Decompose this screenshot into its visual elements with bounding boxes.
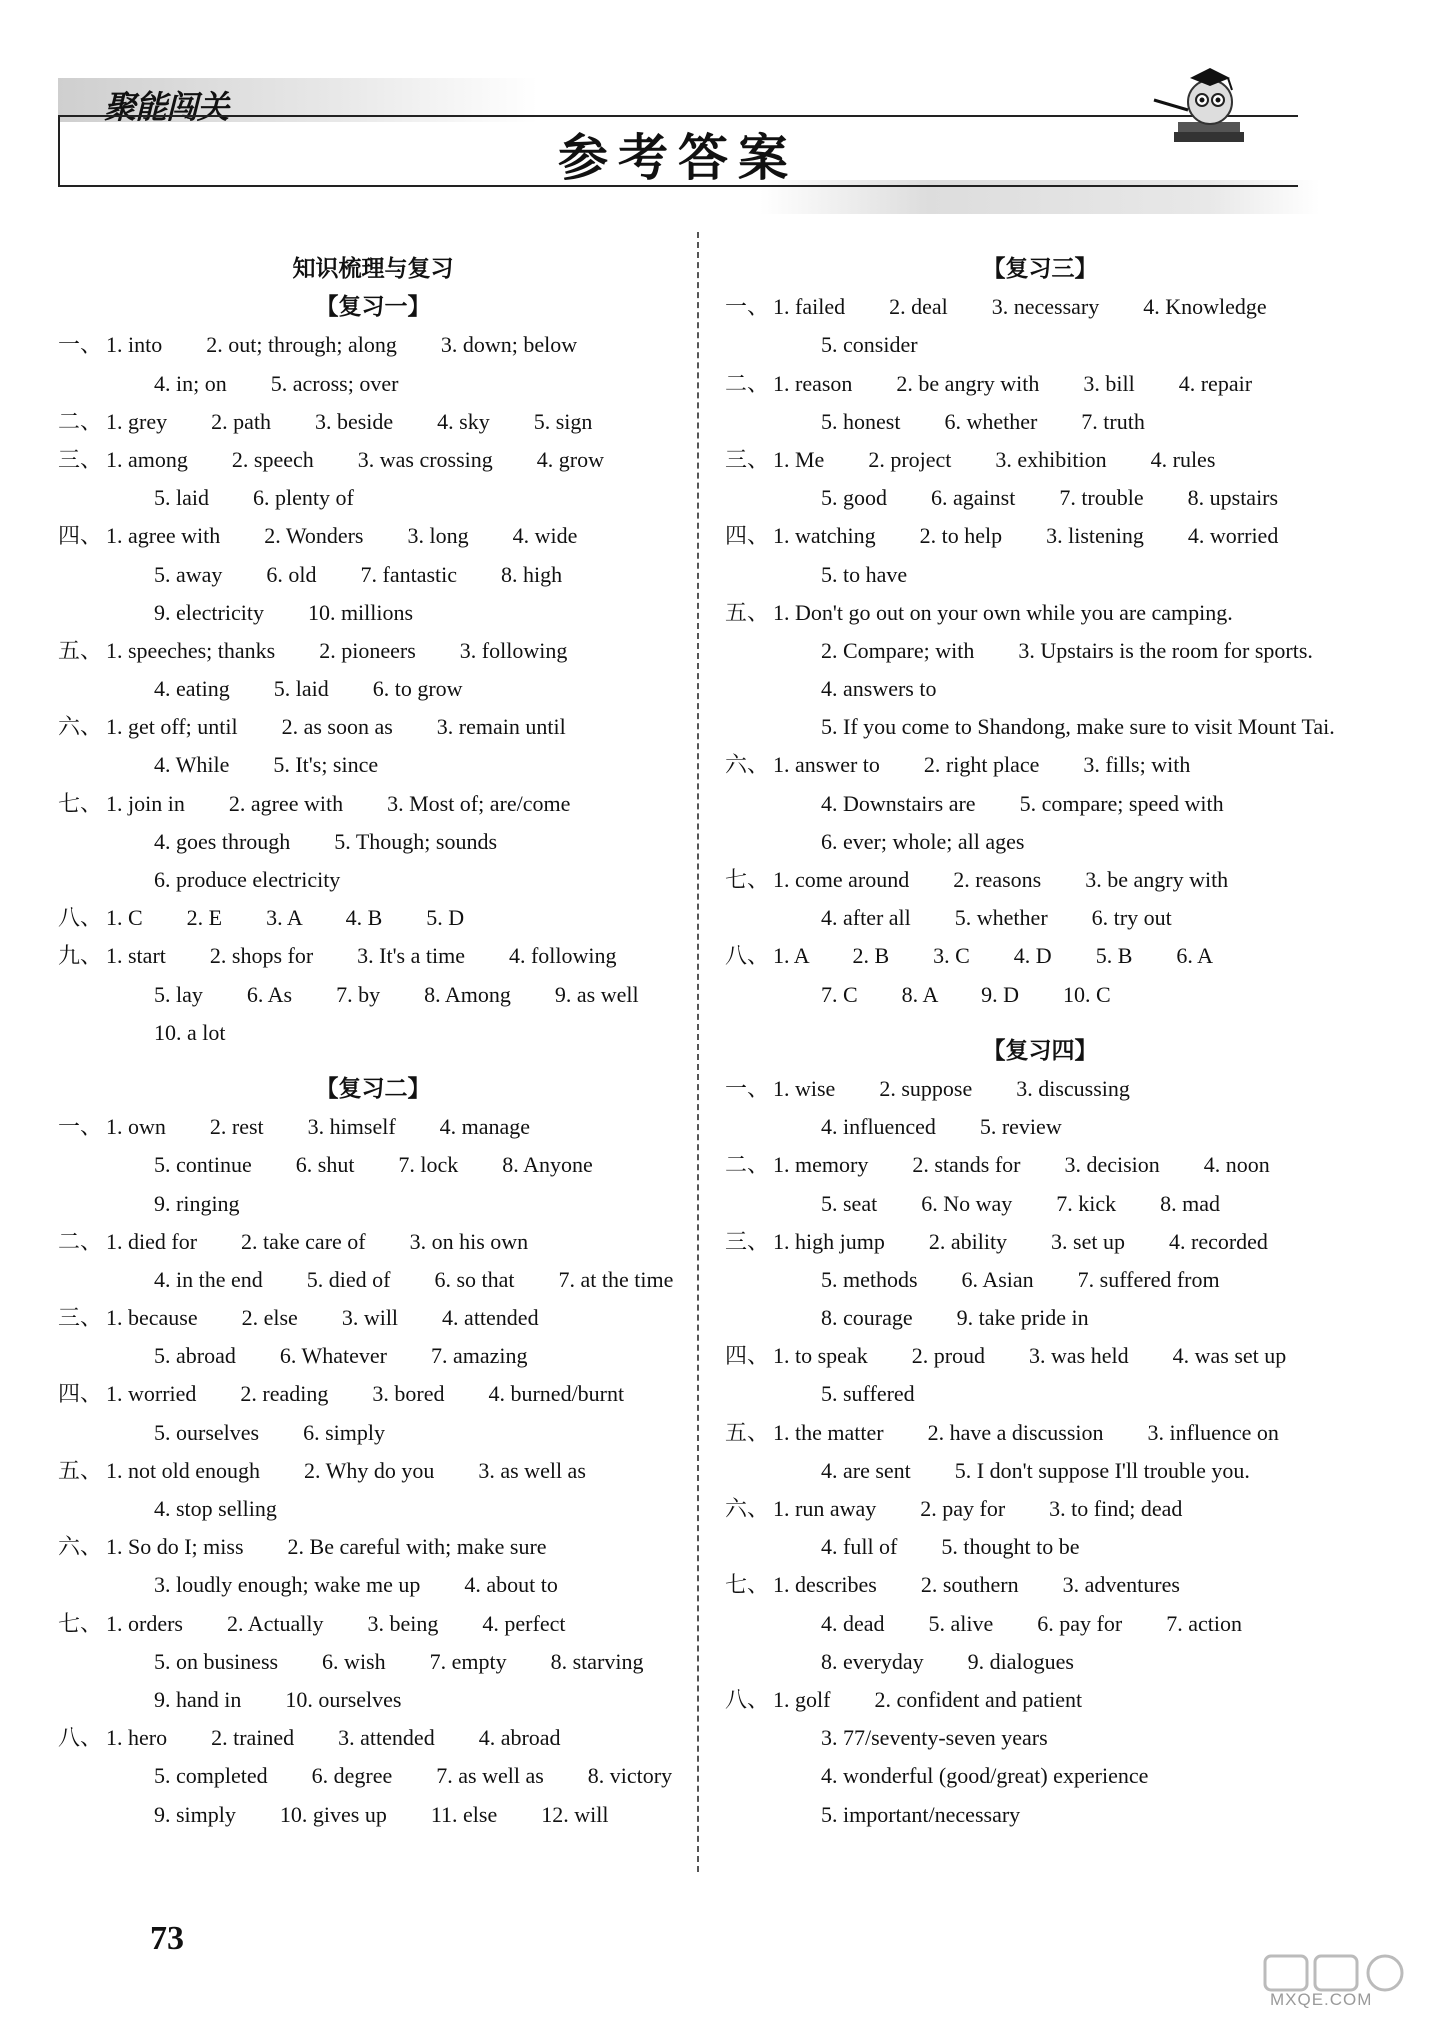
- answer-row: [58, 1605, 688, 1643]
- answer-row: [58, 1566, 688, 1604]
- answer-row: [58, 1337, 688, 1375]
- answer-row: [58, 861, 688, 899]
- question-number: 二、: [725, 370, 770, 396]
- answer-row: [58, 1223, 688, 1261]
- answer-text: 5. completed 6. degree 7. as well as 8. victory: [154, 1763, 673, 1789]
- question-number: 六、: [725, 752, 770, 778]
- answer-row: [58, 1261, 688, 1299]
- answer-row: [725, 1414, 1355, 1452]
- answer-row: [725, 785, 1355, 823]
- answer-row: [725, 1299, 1355, 1337]
- section-title: 知识梳理与复习: [292, 256, 454, 282]
- answer-text: 1. failed 2. deal 3. necessary 4. Knowledge: [773, 294, 1267, 320]
- question-number: 五、: [58, 637, 103, 663]
- answer-text: 5. continue 6. shut 7. lock 8. Anyone: [154, 1152, 593, 1178]
- question-number: 八、: [58, 1725, 103, 1751]
- answer-row: [725, 288, 1355, 326]
- answer-text: 9. ringing: [154, 1190, 240, 1216]
- answer-text: 1. among 2. speech 3. was crossing 4. grow: [106, 446, 604, 472]
- answer-row: [58, 1108, 688, 1146]
- column-divider: [697, 232, 699, 1872]
- answer-text: 4. Downstairs are 5. compare; speed with: [821, 790, 1224, 816]
- answer-text: 1. get off; until 2. as soon as 3. remain until: [106, 714, 566, 740]
- answer-row: [58, 1299, 688, 1337]
- answer-text: 1. Don't go out on your own while you are camping.: [773, 599, 1233, 625]
- answer-row: [58, 823, 688, 861]
- section-gap: [725, 1014, 1355, 1032]
- question-number: 四、: [58, 1381, 103, 1407]
- question-number: 二、: [58, 408, 103, 434]
- section-title: 【复习一】: [315, 294, 431, 321]
- answer-row: [725, 1566, 1355, 1604]
- question-number: 九、: [58, 943, 103, 969]
- answer-text: 1. start 2. shops for 3. It's a time 4. following: [106, 943, 617, 969]
- question-number: 五、: [725, 599, 770, 625]
- answer-row: [58, 479, 688, 517]
- answer-row: [58, 365, 688, 403]
- answer-row: [725, 479, 1355, 517]
- answer-row: [725, 326, 1355, 364]
- section-gap: [58, 1052, 688, 1070]
- question-number: 三、: [725, 1228, 770, 1254]
- question-number: 五、: [725, 1419, 770, 1445]
- answer-row: [725, 1796, 1355, 1834]
- answer-row: [58, 1681, 688, 1719]
- answer-text: 4. answers to: [821, 676, 937, 702]
- answer-row: [725, 365, 1355, 403]
- answer-row: [58, 899, 688, 937]
- answer-row: [725, 1223, 1355, 1261]
- question-number: 四、: [58, 523, 103, 549]
- answer-text: 1. worried 2. reading 3. bored 4. burned/burnt: [106, 1381, 625, 1407]
- answer-text: 3. 77/seventy-seven years: [821, 1725, 1048, 1751]
- question-number: 三、: [58, 446, 103, 472]
- answer-text: 5. important/necessary: [821, 1801, 1021, 1827]
- answer-row: [725, 403, 1355, 441]
- answer-row: [725, 441, 1355, 479]
- section-title: 【复习三】: [982, 256, 1098, 282]
- question-number: 七、: [58, 790, 103, 816]
- answer-text: 1. join in 2. agree with 3. Most of; are/come: [106, 790, 571, 816]
- question-number: 六、: [725, 1496, 770, 1521]
- question-number: 一、: [725, 1075, 770, 1101]
- answer-row: [725, 1146, 1355, 1184]
- answer-text: 9. hand in 10. ourselves: [154, 1686, 402, 1712]
- question-number: 六、: [58, 1534, 103, 1560]
- question-number: 八、: [725, 1686, 770, 1712]
- answer-row: [58, 1185, 688, 1223]
- answer-row: [725, 861, 1355, 899]
- question-number: 七、: [58, 1610, 103, 1636]
- answer-row: [725, 632, 1355, 670]
- answer-text: 1. the matter 2. have a discussion 3. influence on: [773, 1419, 1279, 1445]
- answer-row: [58, 785, 688, 823]
- answer-text: 5. on business 6. wish 7. empty 8. starving: [154, 1648, 644, 1674]
- answer-row: [58, 1452, 688, 1490]
- answer-text: 4. in the end 5. died of 6. so that 7. at the time: [154, 1266, 674, 1292]
- answer-text: 1. to speak 2. proud 3. was held 4. was set up: [773, 1343, 1287, 1369]
- answer-text: 1. not old enough 2. Why do you 3. as well as: [106, 1457, 586, 1483]
- answer-row: [725, 1528, 1355, 1566]
- question-number: 二、: [58, 1228, 103, 1254]
- answer-text: 4. in; on 5. across; over: [154, 370, 399, 396]
- answer-text: 1. because 2. else 3. will 4. attended: [106, 1305, 539, 1331]
- answer-row: [58, 976, 688, 1014]
- answer-text: 6. produce electricity: [154, 867, 341, 892]
- answer-text: 1. watching 2. to help 3. listening 4. worried: [773, 523, 1279, 549]
- answer-text: 2. Compare; with 3. Upstairs is the room for sports.: [821, 637, 1313, 663]
- answer-row: [725, 1337, 1355, 1375]
- answer-row: [725, 1681, 1355, 1719]
- answer-text: 4. wonderful (good/great) experience: [821, 1763, 1149, 1789]
- answer-row: [725, 1070, 1355, 1108]
- answer-text: 5. laid 6. plenty of: [154, 485, 354, 511]
- answer-row: [725, 899, 1355, 937]
- answer-row: [58, 1643, 688, 1681]
- answer-text: 1. come around 2. reasons 3. be angry with: [773, 867, 1229, 892]
- question-number: 一、: [58, 332, 103, 358]
- answer-text: 1. memory 2. stands for 3. decision 4. noon: [773, 1152, 1270, 1178]
- answer-row: [725, 1185, 1355, 1223]
- answer-row: [58, 1414, 688, 1452]
- right-column: [725, 250, 1355, 1834]
- question-number: 八、: [58, 905, 103, 931]
- question-number: 七、: [725, 867, 770, 892]
- question-number: 四、: [725, 523, 770, 549]
- answer-row: [725, 517, 1355, 555]
- answer-text: 5. seat 6. No way 7. kick 8. mad: [821, 1190, 1220, 1216]
- answer-row: [58, 1014, 688, 1052]
- brand-logo-text: 聚能闯关: [104, 88, 229, 126]
- question-number: 六、: [58, 714, 103, 740]
- page-number: 73: [150, 1920, 184, 1957]
- answer-text: 4. full of 5. thought to be: [821, 1534, 1080, 1560]
- answer-row: [725, 556, 1355, 594]
- answer-text: 5. consider: [821, 332, 918, 358]
- answer-text: 1. speeches; thanks 2. pioneers 3. following: [106, 637, 568, 663]
- answer-text: 1. So do I; miss 2. Be careful with; make sure: [106, 1534, 547, 1560]
- answer-row: [725, 670, 1355, 708]
- answer-row: [725, 976, 1355, 1014]
- answer-text: 4. stop selling: [154, 1496, 277, 1521]
- answer-text: 1. answer to 2. right place 3. fills; with: [773, 752, 1191, 778]
- answer-text: 10. a lot: [154, 1019, 226, 1045]
- answer-row: [58, 670, 688, 708]
- question-number: 三、: [725, 446, 770, 472]
- answer-row: [58, 937, 688, 975]
- answer-row: [725, 1108, 1355, 1146]
- answer-text: 5. suffered: [821, 1381, 915, 1407]
- answer-row: [725, 594, 1355, 632]
- question-number: 五、: [58, 1457, 103, 1483]
- answer-row: [58, 1528, 688, 1566]
- answer-text: 1. died for 2. take care of 3. on his own: [106, 1228, 529, 1254]
- answer-text: 5. away 6. old 7. fantastic 8. high: [154, 561, 563, 587]
- answer-row: [58, 1757, 688, 1795]
- answer-text: 5. to have: [821, 561, 908, 587]
- answer-row: [725, 1452, 1355, 1490]
- question-number: 八、: [725, 943, 770, 969]
- answer-row: [58, 441, 688, 479]
- answer-row: [58, 556, 688, 594]
- answer-row: [725, 1605, 1355, 1643]
- answer-row: [725, 1757, 1355, 1795]
- answer-text: 1. Me 2. project 3. exhibition 4. rules: [773, 446, 1216, 472]
- answer-text: 6. ever; whole; all ages: [821, 828, 1025, 854]
- answer-text: 1. orders 2. Actually 3. being 4. perfect: [106, 1610, 566, 1636]
- answer-row: [58, 708, 688, 746]
- answer-text: 4. dead 5. alive 6. pay for 7. action: [821, 1610, 1242, 1636]
- question-number: 一、: [58, 1114, 103, 1140]
- answer-text: 4. after all 5. whether 6. try out: [821, 905, 1172, 931]
- answer-text: 1. golf 2. confident and patient: [773, 1686, 1083, 1712]
- question-number: 七、: [725, 1572, 770, 1598]
- answer-text: 1. describes 2. southern 3. adventures: [773, 1572, 1180, 1598]
- answer-text: 5. methods 6. Asian 7. suffered from: [821, 1266, 1220, 1292]
- answer-text: 8. courage 9. take pride in: [821, 1305, 1089, 1331]
- answer-row: [58, 326, 688, 364]
- answer-text: 5. ourselves 6. simply: [154, 1419, 385, 1445]
- answer-text: 9. electricity 10. millions: [154, 599, 414, 625]
- answer-row: [725, 1375, 1355, 1413]
- answer-text: 1. C 2. E 3. A 4. B 5. D: [106, 905, 465, 931]
- answer-row: [58, 1719, 688, 1757]
- answer-row: [725, 746, 1355, 784]
- answer-text: 8. everyday 9. dialogues: [821, 1648, 1074, 1674]
- answer-text: 1. own 2. rest 3. himself 4. manage: [106, 1114, 531, 1140]
- answer-text: 1. into 2. out; through; along 3. down; below: [106, 332, 578, 358]
- answer-text: 1. high jump 2. ability 3. set up 4. recorded: [773, 1228, 1268, 1254]
- answer-text: 4. While 5. It's; since: [154, 752, 379, 778]
- answer-text: 1. reason 2. be angry with 3. bill 4. repair: [773, 370, 1253, 396]
- page-title: 参考答案: [558, 128, 798, 187]
- question-number: 一、: [725, 294, 770, 320]
- answer-text: 7. C 8. A 9. D 10. C: [821, 981, 1111, 1007]
- answer-text: 1. grey 2. path 3. beside 4. sky 5. sign: [106, 408, 593, 434]
- answer-row: [725, 1719, 1355, 1757]
- answer-text: 1. agree with 2. Wonders 3. long 4. wide: [106, 523, 578, 549]
- answer-row: [725, 1643, 1355, 1681]
- answer-row: [58, 746, 688, 784]
- answer-text: 5. If you come to Shandong, make sure to visit Mount Tai.: [821, 714, 1335, 740]
- answer-text: 5. lay 6. As 7. by 8. Among 9. as well: [154, 981, 639, 1007]
- section-title: 【复习四】: [982, 1037, 1098, 1064]
- answer-text: 1. run away 2. pay for 3. to find; dead: [773, 1496, 1183, 1521]
- answer-text: 9. simply 10. gives up 11. else 12. will: [154, 1801, 609, 1827]
- answer-text: 4. goes through 5. Though; sounds: [154, 828, 498, 854]
- answer-text: 4. eating 5. laid 6. to grow: [154, 676, 463, 702]
- mascot-owl-icon: [1150, 60, 1270, 150]
- answer-text: 1. A 2. B 3. C 4. D 5. B 6. A: [773, 943, 1214, 969]
- question-number: 四、: [725, 1343, 770, 1369]
- answer-row: [725, 1261, 1355, 1299]
- answer-text: 4. influenced 5. review: [821, 1114, 1062, 1140]
- answer-row: [58, 632, 688, 670]
- answer-text: 4. are sent 5. I don't suppose I'll trouble you.: [821, 1457, 1250, 1483]
- answer-row: [58, 403, 688, 441]
- question-number: 三、: [58, 1305, 103, 1331]
- left-column: [58, 250, 688, 1834]
- watermark-text: MXQE.COM: [1270, 1990, 1373, 2009]
- answer-row: [58, 517, 688, 555]
- answer-row: [725, 708, 1355, 746]
- answer-row: [725, 823, 1355, 861]
- answer-row: [58, 594, 688, 632]
- answer-text: 1. hero 2. trained 3. attended 4. abroad: [106, 1725, 561, 1751]
- answer-text: 1. wise 2. suppose 3. discussing: [773, 1075, 1130, 1101]
- answer-text: 5. good 6. against 7. trouble 8. upstairs: [821, 485, 1279, 511]
- answer-text: 5. abroad 6. Whatever 7. amazing: [154, 1343, 528, 1369]
- answer-row: [58, 1375, 688, 1413]
- question-number: 二、: [725, 1152, 770, 1178]
- answer-row: [58, 1490, 688, 1528]
- answer-row: [725, 937, 1355, 975]
- answer-row: [725, 1490, 1355, 1528]
- answer-text: 3. loudly enough; wake me up 4. about to: [154, 1572, 558, 1598]
- answer-text: 5. honest 6. whether 7. truth: [821, 408, 1145, 434]
- section-title: 【复习二】: [315, 1075, 431, 1102]
- answer-row: [58, 1796, 688, 1834]
- answer-row: [58, 1146, 688, 1184]
